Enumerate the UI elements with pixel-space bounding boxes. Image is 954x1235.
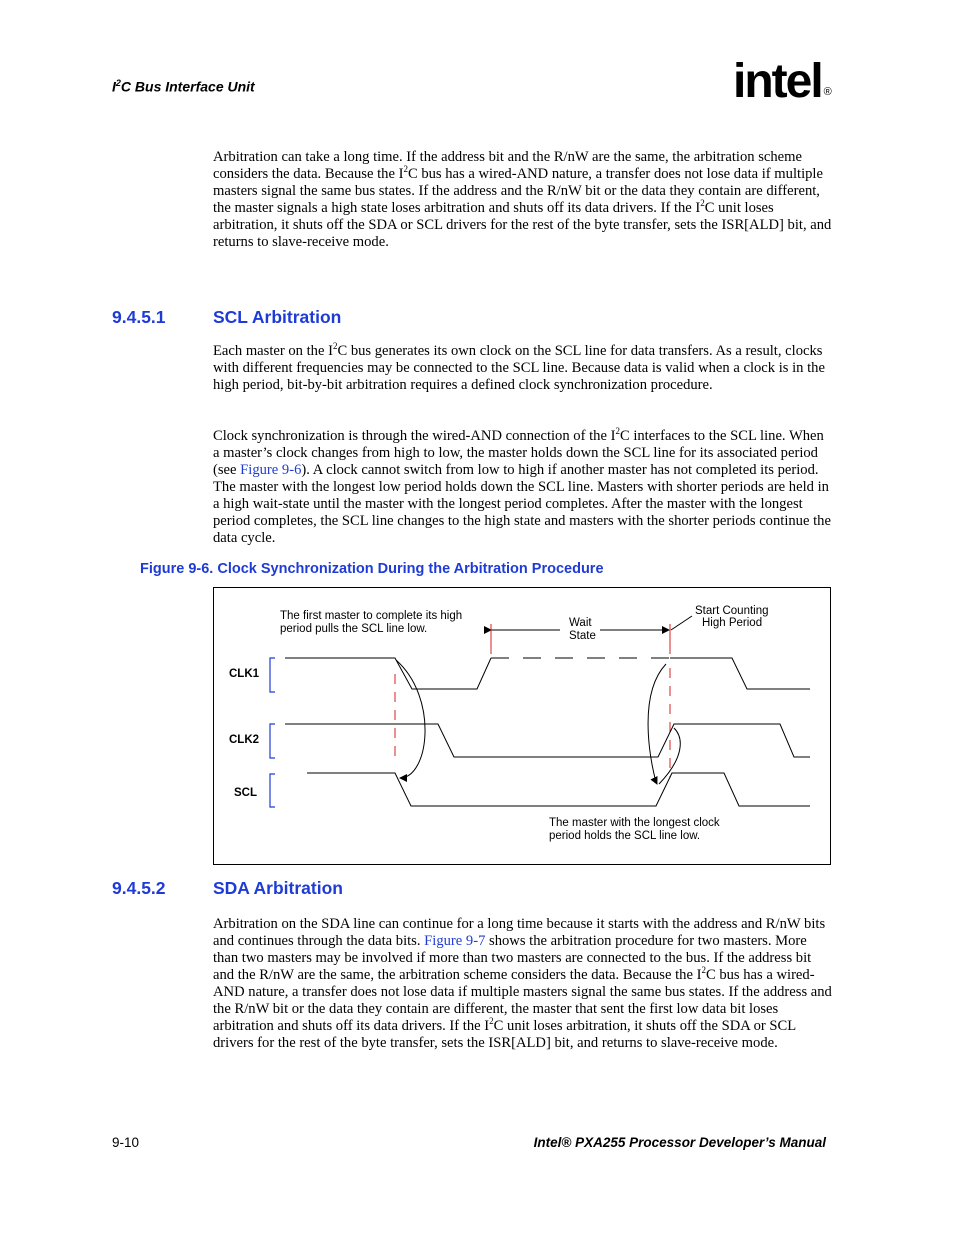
wait-label-2: State	[569, 630, 596, 642]
intel-logo: intel ®	[733, 55, 832, 108]
clk1-bracket	[270, 658, 275, 692]
clk2-bracket	[270, 724, 275, 758]
figure-caption: Figure 9-6. Clock Synchronization During the Arbitration Procedure	[140, 561, 604, 577]
clk2-label: CLK2	[229, 734, 260, 746]
curved-arrow-second	[648, 664, 666, 784]
section-heading-scl	[112, 307, 342, 328]
clk1-waveform	[285, 658, 491, 689]
annotation-first-master-2: period pulls the SCL line low.	[280, 623, 428, 635]
page-number: 9-10	[112, 1135, 140, 1150]
figure-link[interactable]: Figure 9-6	[240, 462, 302, 478]
manual-title: Intel® PXA255 Processor Developer’s Manual	[533, 1135, 826, 1150]
wait-label: Wait	[569, 617, 592, 629]
start-counting-label-2: High Period	[702, 617, 763, 629]
start-counting-label: Start Counting	[695, 605, 769, 617]
registered-mark: ®	[823, 86, 832, 98]
section-number: 9.4.5.1	[112, 307, 166, 327]
curved-arrow-first	[396, 660, 425, 778]
section-number: 9.4.5.2	[112, 878, 166, 898]
figure-link[interactable]: Figure 9-7	[424, 933, 486, 949]
scl-waveform	[307, 773, 810, 806]
section-title: SCL Arbitration	[213, 307, 342, 327]
clk1-label: CLK1	[229, 668, 260, 680]
sda-paragraph: Arbitration on the SDA line can continue for a long time because it starts with the address and R/nW bits and continues through the data bits. Figure 9-7 shows the arbitration procedure for two masters. More than two masters may be involved if more than two masters are connected to the bus. If the address bit and the R/nW are the same, the arbitration scheme considers the data. Because the $I^2C$ bus has a wired-AND nature, a transfer does not lose data if multiple masters signal the same bus states. If the address and the R/nW bit or the data they contain are different, the master that sent the first low data bit loses arbitration and shuts off its data drivers. If the $I^2C$ unit loses arbitration, it shuts off the SDA or SCL drivers for the rest of the byte transfer, sets the ISR[ALD] bit, and returns to slave-receive mode.	[213, 916, 832, 1051]
scl-paragraph-2: Clock synchronization is through the wired-AND connection of the $I^2C$ interfaces to the SCL line. When a master’s clock changes from high to low, the master holds down the SCL line for its associated period (see Figure 9-6). A clock cannot switch from low to high if another master has not completed its period. The master with the longest low period holds down the SCL line. Masters with shorter periods are held in a high wait-state until the master with the longest period completes. After the master with the longest period completes, the SCL line changes to the high state and masters with the shorter periods continue the data cycle.	[213, 426, 831, 546]
clk2-waveform	[285, 724, 810, 757]
scl-paragraph-1: Each master on the $I^2C$ bus generates its own clock on the SCL line for data transfers. As a result, clocks with different frequencies may be connected to the SCL line. Because data is valid when a clock is in the high period, bit-by-bit arbitration requires a defined clock synchronization procedure.	[213, 341, 825, 393]
clk1-waveform-2	[670, 658, 810, 689]
start-leader	[671, 616, 692, 630]
scl-bracket	[270, 774, 275, 807]
annotation-longest-clock-2: period holds the SCL line low.	[549, 830, 701, 842]
intro-paragraph: Arbitration can take a long time. If the address bit and the R/nW are the same, the arbitration scheme considers the data. Because the $I^2C$ bus has a wired-AND nature, a transfer does not lose data if multiple masters signal the same bus states. If the address and the R/nW bit or the data they contain are different, the master signals a high state loses arbitration and shuts off its data drivers. If the $I^2C$ unit loses arbitration, it shuts off the SDA or SCL drivers for the rest of the byte transfer, sets the ISR[ALD] bit, and returns to slave-receive mode.	[213, 149, 832, 250]
annotation-longest-clock: The master with the longest clock	[549, 817, 720, 829]
section-title: SDA Arbitration	[213, 878, 343, 898]
scl-label: SCL	[234, 787, 257, 799]
timing-diagram	[213, 587, 831, 865]
annotation-first-master: The first master to complete its high	[280, 610, 463, 622]
timing-diagram-svg	[214, 588, 830, 864]
section-heading-sda	[112, 878, 343, 899]
running-header: $I^2C$ Bus Interface Unit	[112, 78, 255, 95]
curved-arrow-second-b	[659, 728, 680, 784]
